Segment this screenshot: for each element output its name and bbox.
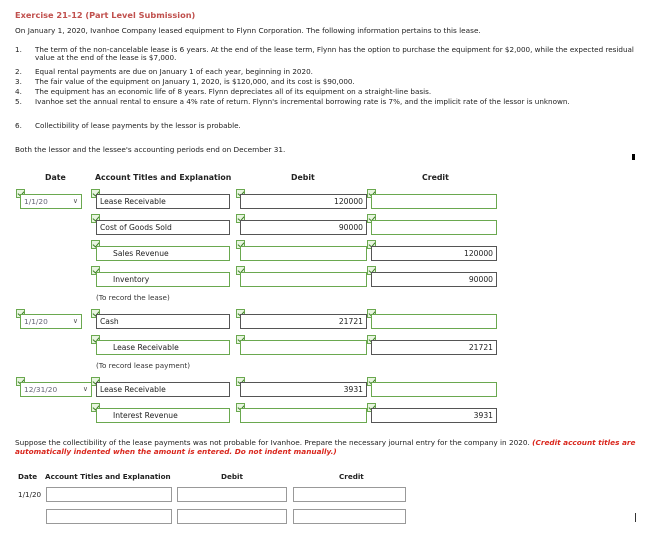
- chevron-down-icon: ∨: [82, 385, 88, 393]
- fact-text: The equipment has an economic life of 8 years. Flynn depreciates all of its equipment on a straight-line basis.: [35, 87, 432, 96]
- chevron-down-icon: ∨: [72, 317, 78, 325]
- credit-field[interactable]: [371, 194, 497, 209]
- credit-field[interactable]: [371, 220, 497, 235]
- account-field[interactable]: Interest Revenue: [96, 408, 230, 423]
- debit-field[interactable]: [240, 272, 367, 287]
- debit-field[interactable]: [240, 246, 367, 261]
- date-select[interactable]: [20, 194, 82, 209]
- question-text: Suppose the collectibility of the lease payments was not probable for Ivanhoe. Prepare the necessary journal entry for the company in 2020.: [15, 438, 530, 447]
- fact-number: 1.: [15, 45, 22, 54]
- credit-field[interactable]: 3931: [371, 408, 497, 423]
- date-value: 1/1/20: [24, 197, 48, 206]
- intro-text: On January 1, 2020, Ivanhoe Company leased equipment to Flynn Corporation. The following information pertains to this lease.: [15, 26, 481, 35]
- fact-text: The term of the non-cancelable lease is 6 years. At the end of the lease term, Flynn has the option to purchase the equipment for $2,000, while the expected residual value at the end of the lease is $7,000.: [35, 45, 634, 63]
- fact-number: 4.: [15, 87, 22, 96]
- debit-field[interactable]: 21721: [240, 314, 367, 329]
- fact-text: Ivanhoe set the annual rental to ensure a 4% rate of return. Flynn's incremental borrowing rate is 7%, and the implicit rate of the lessor is unknown.: [35, 97, 570, 106]
- fact-number: 6.: [15, 121, 22, 130]
- question-hint: (Credit account titles are automatically indented when the amount is entered. Do not indent manually.): [15, 438, 636, 456]
- account-input[interactable]: [46, 509, 172, 524]
- account-field[interactable]: Lease Receivable: [96, 194, 230, 209]
- account-field[interactable]: Inventory: [96, 272, 230, 287]
- fact-number: 2.: [15, 67, 22, 76]
- fact-item: [15, 122, 655, 131]
- account-field[interactable]: Lease Receivable: [96, 340, 230, 355]
- debit-input[interactable]: [177, 487, 287, 502]
- col-header-date: Date: [45, 173, 66, 182]
- date-select[interactable]: [20, 382, 92, 397]
- credit-input[interactable]: [293, 487, 406, 502]
- account-field[interactable]: Cash: [96, 314, 230, 329]
- col-header-credit: Credit: [339, 472, 364, 481]
- chevron-down-icon: ∨: [72, 197, 78, 205]
- debit-field[interactable]: [240, 340, 367, 355]
- fact-number: 3.: [15, 77, 22, 86]
- credit-field[interactable]: [371, 382, 497, 397]
- debit-field[interactable]: 120000: [240, 194, 367, 209]
- scroll-marker: [632, 154, 635, 160]
- credit-input[interactable]: [293, 509, 406, 524]
- exercise-title: Exercise 21-12 (Part Level Submission): [15, 10, 196, 20]
- date-value: 1/1/20: [24, 317, 48, 326]
- fact-item: [15, 46, 655, 64]
- credit-field[interactable]: 120000: [371, 246, 497, 261]
- account-field[interactable]: Lease Receivable: [96, 382, 230, 397]
- entry-explanation: (To record lease payment): [96, 361, 190, 370]
- credit-field[interactable]: 21721: [371, 340, 497, 355]
- account-field[interactable]: Cost of Goods Sold: [96, 220, 230, 235]
- col-header-credit: Credit: [422, 173, 449, 182]
- col-header-account: Account Titles and Explanation: [45, 472, 171, 481]
- debit-input[interactable]: [177, 509, 287, 524]
- fact-text: The fair value of the equipment on January 1, 2020, is $120,000, and its cost is $90,000.: [35, 77, 355, 86]
- question-block: [15, 438, 655, 456]
- account-input[interactable]: [46, 487, 172, 502]
- col-header-account: Account Titles and Explanation: [95, 173, 232, 182]
- fact-number: 5.: [15, 97, 22, 106]
- date-value: 12/31/20: [24, 385, 58, 394]
- date-select[interactable]: [20, 314, 82, 329]
- text-cursor: [635, 513, 636, 522]
- debit-field[interactable]: 3931: [240, 382, 367, 397]
- fact-item: [15, 78, 655, 87]
- credit-field[interactable]: [371, 314, 497, 329]
- col-header-debit: Debit: [291, 173, 315, 182]
- entry-date: 1/1/20: [18, 490, 42, 499]
- fact-item: [15, 98, 655, 116]
- period-note: Both the lessor and the lessee's accounting periods end on December 31.: [15, 145, 286, 154]
- fact-text: Collectibility of lease payments by the lessor is probable.: [35, 121, 241, 130]
- fact-item: [15, 68, 655, 77]
- credit-field[interactable]: 90000: [371, 272, 497, 287]
- col-header-debit: Debit: [221, 472, 243, 481]
- debit-field[interactable]: [240, 408, 367, 423]
- col-header-date: Date: [18, 472, 38, 481]
- fact-item: [15, 88, 655, 97]
- account-field[interactable]: Sales Revenue: [96, 246, 230, 261]
- debit-field[interactable]: 90000: [240, 220, 367, 235]
- fact-text: Equal rental payments are due on January 1 of each year, beginning in 2020.: [35, 67, 313, 76]
- entry-explanation: (To record the lease): [96, 293, 170, 302]
